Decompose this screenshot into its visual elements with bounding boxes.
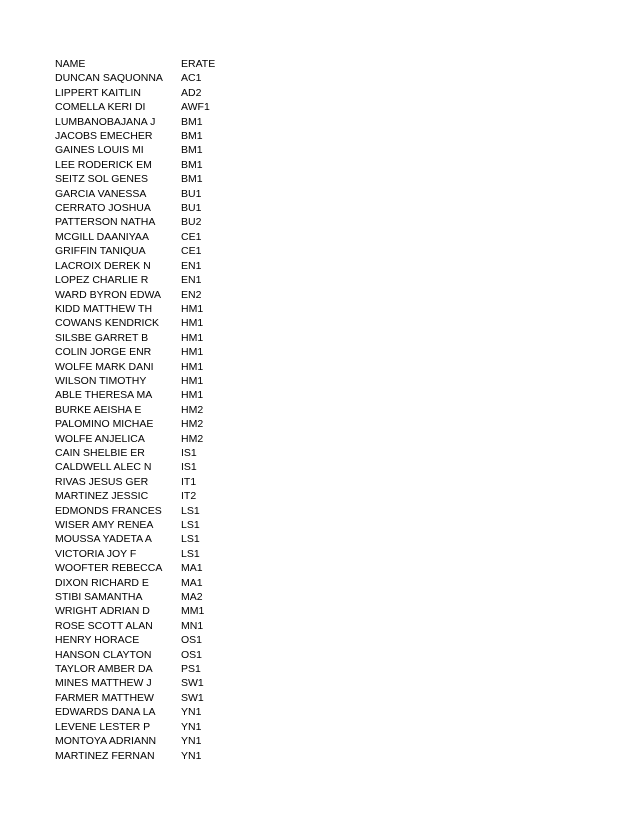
rate-cell: IS1 — [181, 446, 197, 459]
rate-cell: CE1 — [181, 230, 202, 243]
name-cell: KIDD MATTHEW TH — [55, 302, 153, 315]
table-row — [55, 648, 241, 662]
table-row — [55, 749, 241, 763]
table-row — [55, 316, 241, 330]
rate-cell: LS1 — [181, 533, 200, 546]
name-cell: TAYLOR AMBER DA — [55, 663, 153, 676]
table-row — [55, 129, 241, 143]
name-cell: MARTINEZ FERNAN — [55, 749, 155, 762]
rate-cell: BM1 — [181, 130, 203, 143]
name-cell: MOUSSA YADETA A — [55, 533, 152, 546]
table-row — [55, 172, 241, 186]
table-row — [55, 86, 241, 100]
rate-cell: SW1 — [181, 691, 204, 704]
table-row — [55, 100, 241, 114]
table-row — [55, 230, 241, 244]
table-row — [55, 432, 241, 446]
table-row — [55, 345, 241, 359]
name-cell: HENRY HORACE — [55, 634, 140, 647]
table-row — [55, 288, 241, 302]
rate-cell: HM1 — [181, 346, 204, 359]
name-cell: RIVAS JESUS GER — [55, 475, 149, 488]
column-header-name: NAME — [55, 58, 86, 70]
table-body — [55, 71, 241, 763]
name-cell: ABLE THERESA MA — [55, 389, 153, 402]
name-cell: LEVENE LESTER P — [55, 720, 151, 733]
name-cell: WOLFE ANJELICA — [55, 432, 145, 445]
table-row — [55, 504, 241, 518]
rate-cell: HM1 — [181, 331, 204, 344]
table-header — [55, 57, 241, 71]
rate-cell: SW1 — [181, 677, 204, 690]
name-cell: LIPPERT KAITLIN — [55, 86, 141, 99]
rate-cell: HM1 — [181, 360, 204, 373]
rate-cell: BU1 — [181, 187, 202, 200]
table-row — [55, 302, 241, 316]
table-row — [55, 662, 241, 676]
rate-cell: HM1 — [181, 374, 204, 387]
rate-cell: HM2 — [181, 403, 204, 416]
name-cell: LACROIX DEREK N — [55, 259, 151, 272]
rate-cell: OS1 — [181, 634, 203, 647]
column-header-rate: ERATE — [181, 58, 216, 70]
rate-cell: YN1 — [181, 706, 202, 719]
name-cell: FARMER MATTHEW — [55, 691, 154, 704]
table-row — [55, 143, 241, 157]
table-row — [55, 158, 241, 172]
rate-cell: BM1 — [181, 173, 203, 186]
name-cell: VICTORIA JOY F — [55, 547, 137, 560]
rate-cell: HM2 — [181, 418, 204, 431]
rate-cell: EN2 — [181, 288, 202, 301]
name-cell: COLIN JORGE ENR — [55, 346, 152, 359]
name-cell: ROSE SCOTT ALAN — [55, 619, 153, 632]
name-cell: PALOMINO MICHAE — [55, 418, 154, 431]
rate-cell: LS1 — [181, 519, 200, 531]
table-row — [55, 244, 241, 258]
table-row — [55, 446, 241, 460]
rate-cell: LS1 — [181, 547, 200, 560]
name-cell: MARTINEZ JESSIC — [55, 490, 149, 503]
rate-cell: LS1 — [181, 504, 200, 517]
name-cell: PATTERSON NATHA — [55, 216, 156, 229]
table-row — [55, 187, 241, 201]
rate-cell: IT2 — [181, 490, 197, 503]
name-cell: DIXON RICHARD E — [55, 576, 149, 589]
table-row — [55, 475, 241, 489]
name-cell: WOLFE MARK DANI — [55, 360, 154, 373]
table-row — [55, 115, 241, 129]
name-cell: COWANS KENDRICK — [55, 317, 160, 330]
rate-cell: PS1 — [181, 663, 201, 676]
name-cell: GAINES LOUIS MI — [55, 144, 144, 157]
rate-cell: MA1 — [181, 576, 203, 589]
rate-cell: EN1 — [181, 274, 202, 287]
rate-cell: IS1 — [181, 461, 197, 474]
rate-cell: BM1 — [181, 158, 203, 171]
table-row — [55, 705, 241, 719]
name-cell: WARD BYRON EDWA — [55, 288, 161, 301]
table-row — [55, 460, 241, 474]
rate-cell: IT1 — [181, 475, 197, 488]
name-cell: LUMBANOBAJANA J — [55, 115, 156, 128]
rate-cell: BM1 — [181, 144, 203, 157]
rate-cell: BU2 — [181, 216, 202, 229]
header-row — [55, 57, 241, 71]
rate-cell: CE1 — [181, 245, 202, 258]
rate-cell: YN1 — [181, 749, 202, 762]
table-row — [55, 489, 241, 503]
name-cell: BURKE AEISHA E — [55, 403, 142, 416]
rate-cell: HM1 — [181, 389, 204, 402]
name-cell: HANSON CLAYTON — [55, 648, 152, 661]
name-cell: WRIGHT ADRIAN D — [55, 605, 150, 618]
rate-cell: OS1 — [181, 648, 203, 661]
table-row — [55, 201, 241, 215]
table-row — [55, 576, 241, 590]
table-row — [55, 417, 241, 431]
name-cell: LOPEZ CHARLIE R — [55, 274, 149, 287]
rate-cell: YN1 — [181, 735, 202, 748]
name-cell: CAIN SHELBIE ER — [55, 446, 145, 459]
rate-cell: BU1 — [181, 202, 202, 215]
rate-cell: YN1 — [181, 720, 202, 733]
name-cell: MCGILL DAANIYAA — [55, 230, 149, 243]
rate-cell: AWF1 — [181, 101, 210, 114]
table-row — [55, 604, 241, 618]
table-row — [55, 374, 241, 388]
name-cell: CERRATO JOSHUA — [55, 202, 151, 215]
rate-cell: MA2 — [181, 591, 203, 604]
table-row — [55, 360, 241, 374]
table-row — [55, 734, 241, 748]
table-row — [55, 676, 241, 690]
name-cell: SEITZ SOL GENES — [55, 173, 148, 186]
table-row — [55, 518, 241, 532]
table-row — [55, 403, 241, 417]
name-cell: SILSBE GARRET B — [55, 331, 149, 344]
name-cell: EDMONDS FRANCES — [55, 504, 162, 517]
name-cell: JACOBS EMECHER — [55, 130, 153, 143]
name-cell: MINES MATTHEW J — [55, 677, 152, 690]
table-row — [55, 273, 241, 287]
name-cell: WOOFTER REBECCA — [55, 562, 163, 575]
table-row — [55, 561, 241, 575]
name-cell: DUNCAN SAQUONNA — [55, 72, 163, 85]
table-row — [55, 532, 241, 546]
table-row — [55, 720, 241, 734]
rate-cell: AD2 — [181, 86, 202, 99]
rate-cell: AC1 — [181, 72, 202, 85]
table-row — [55, 331, 241, 345]
roster-table — [55, 57, 241, 763]
rate-cell: MN1 — [181, 619, 204, 632]
rate-cell: HM1 — [181, 302, 204, 315]
table-row — [55, 71, 241, 85]
rate-cell: MA1 — [181, 562, 203, 575]
name-cell: WISER AMY RENEA — [55, 519, 154, 531]
table-row — [55, 259, 241, 273]
name-cell: WILSON TIMOTHY — [55, 374, 147, 387]
rate-cell: MM1 — [181, 605, 205, 618]
table-row — [55, 619, 241, 633]
name-cell: GARCIA VANESSA — [55, 187, 147, 200]
name-cell: GRIFFIN TANIQUA — [55, 245, 146, 258]
name-cell: MONTOYA ADRIANN — [55, 735, 157, 748]
table-row — [55, 633, 241, 647]
rate-cell: HM1 — [181, 317, 204, 330]
table-row — [55, 590, 241, 604]
rate-cell: BM1 — [181, 115, 203, 128]
table-row — [55, 388, 241, 402]
rate-cell: HM2 — [181, 432, 204, 445]
name-cell: CALDWELL ALEC N — [55, 461, 152, 474]
name-cell: COMELLA KERI DI — [55, 101, 146, 114]
table-row — [55, 691, 241, 705]
rate-cell: EN1 — [181, 259, 202, 272]
name-cell: EDWARDS DANA LA — [55, 706, 156, 719]
table-row — [55, 547, 241, 561]
name-cell: LEE RODERICK EM — [55, 158, 152, 171]
table-row — [55, 215, 241, 229]
name-cell: STIBI SAMANTHA — [55, 591, 143, 604]
